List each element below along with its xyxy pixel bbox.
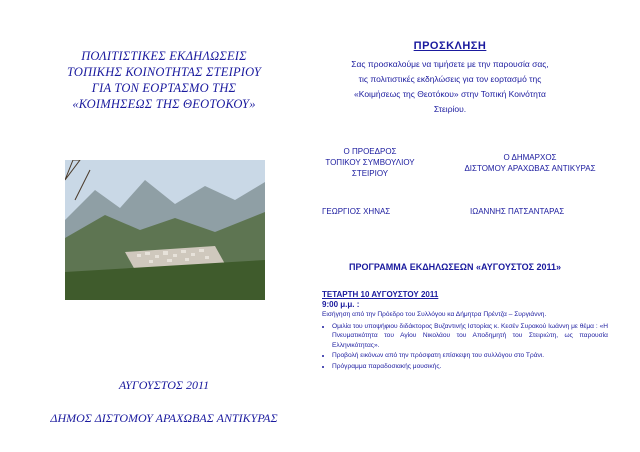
- program-day: ΤΕΤΑΡΤΗ 10 ΑΥΓΟΥΣΤΟΥ 2011: [322, 290, 439, 299]
- mayor-signature-block: [460, 152, 600, 174]
- signature-line: Ο ΠΡΟΕΔΡΟΣ: [343, 147, 397, 156]
- signature-line: ΣΤΕΙΡΙΟΥ: [351, 169, 389, 178]
- program-intro: Εισήγηση από την Πρόεδρο του Συλλόγου κα Δήμητρα Πρέντζα – Συργιάννη.: [322, 311, 547, 318]
- invitation-line: «Κοιμήσεως της Θεοτόκου» στην Τοπική Κοινότητα: [354, 89, 546, 99]
- invitation-title: ΠΡΟΣΚΛΗΣΗ: [413, 40, 487, 52]
- program-time: 9:00 μ.μ. :: [322, 300, 360, 309]
- president-signature-block: [315, 146, 425, 179]
- municipality-name: ΔΗΜΟΣ ΔΙΣΤΟΜΟΥ ΑΡΑΧΩΒΑΣ ΑΝΤΙΚΥΡΑΣ: [50, 411, 278, 425]
- title-line: ΠΟΛΙΤΙΣΤΙΚΕΣ ΕΚΔΗΛΩΣΕΙΣ: [81, 49, 247, 63]
- invitation-line: Σας προσκαλούμε να τιμήσετε με την παρουσία σας,: [351, 59, 549, 69]
- program-item: • Ομιλία του υποψήφιου διδάκτορος Βυζαντινής Ιστορίας κ. Κεσέν Συρακού Ιωάννη με θέμα : «Η Πνευματικότητα του Αγίου Νικολάου του Αποδημητή του Στειριώτη, ως παρουσία Ελληνικότητας».: [332, 322, 608, 351]
- mayor-name: ΙΩΑΝΝΗΣ ΠΑΤΣΑΝΤΑΡΑΣ: [470, 207, 565, 216]
- program-item: • Προβολή εικόνων από την πρόσφατη επίσκεψη του συλλόγου στο Τράνι.: [332, 351, 608, 361]
- signature-line: ΤΟΠΙΚΟΥ ΣΥΜΒΟΥΛΙΟΥ: [325, 158, 415, 167]
- program-body: [322, 310, 608, 372]
- title-line: «ΚΟΙΜΗΣΕΩΣ ΤΗΣ ΘΕΟΤΟΚΟΥ»: [72, 97, 256, 111]
- program-item: • Πρόγραμμα παραδοσιακής μουσικής.: [332, 362, 608, 372]
- village-photo: [65, 160, 265, 300]
- event-date: ΑΥΓΟΥΣΤΟΣ 2011: [118, 378, 210, 392]
- village-landscape-image: [65, 160, 265, 300]
- signature-line: Ο ΔΗΜΑΡΧΟΣ: [503, 153, 557, 162]
- signature-line: ΔΙΣΤΟΜΟΥ ΑΡΑΧΩΒΑΣ ΑΝΤΙΚΥΡΑΣ: [464, 164, 596, 173]
- program-list: [322, 322, 608, 372]
- event-title: [40, 48, 288, 112]
- invitation-line: τις πολιτιστικές εκδηλώσεις για τον εορτασμό της: [358, 74, 542, 84]
- invitation-body: [325, 57, 575, 117]
- program-title: ΠΡΟΓΡΑΜΜΑ ΕΚΔΗΛΩΣΕΩΝ «ΑΥΓΟΥΣΤΟΣ 2011»: [348, 262, 562, 272]
- title-line: ΤΟΠΙΚΗΣ ΚΟΙΝΟΤΗΤΑΣ ΣΤΕΙΡΙΟΥ: [66, 65, 262, 79]
- president-name: ΓΕΩΡΓΙΟΣ ΧΗΝΑΣ: [322, 207, 391, 216]
- title-line: ΓΙΑ ΤΟΝ ΕΟΡΤΑΣΜΟ ΤΗΣ: [91, 81, 237, 95]
- invitation-line: Στειρίου.: [433, 104, 467, 114]
